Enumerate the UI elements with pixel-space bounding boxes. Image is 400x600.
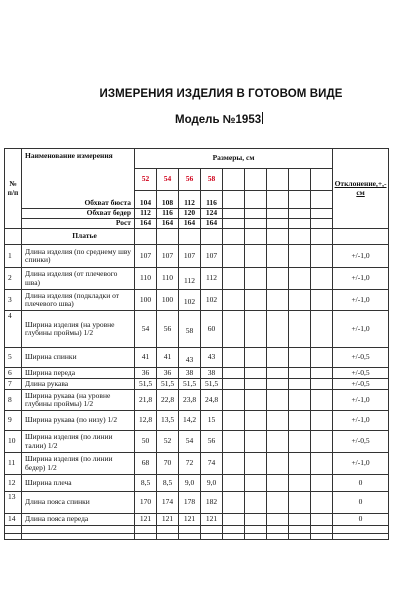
measurement-value: 107 bbox=[157, 245, 179, 268]
tolerance-value: 0 bbox=[333, 492, 389, 514]
measurement-value: 107 bbox=[135, 245, 157, 268]
basic-value: 164 bbox=[157, 219, 179, 229]
row-number: 1 bbox=[5, 245, 22, 268]
empty-cell bbox=[311, 311, 333, 348]
measurements-table bbox=[4, 148, 389, 540]
empty-cell bbox=[245, 492, 267, 514]
empty-cell bbox=[267, 368, 289, 379]
measurement-value: 121 bbox=[157, 514, 179, 526]
empty-cell bbox=[245, 245, 267, 268]
measurement-value: 100 bbox=[157, 290, 179, 311]
empty-cell bbox=[289, 534, 311, 540]
measurement-row bbox=[5, 431, 389, 453]
measurement-value: 72 bbox=[179, 453, 201, 475]
measurement-value: 51,5 bbox=[157, 379, 179, 390]
measurement-value: 50 bbox=[135, 431, 157, 453]
measurement-value: 8,5 bbox=[157, 475, 179, 492]
empty-cell bbox=[267, 514, 289, 526]
empty-cell bbox=[289, 514, 311, 526]
basic-value: 164 bbox=[135, 219, 157, 229]
sizes-row bbox=[5, 169, 389, 191]
basic-row-hips bbox=[5, 209, 389, 219]
empty-cell bbox=[311, 411, 333, 431]
measurement-value: 12,8 bbox=[135, 411, 157, 431]
measurement-value: 9,0 bbox=[179, 475, 201, 492]
tolerance-value: +/-0,5 bbox=[333, 379, 389, 390]
row-number: 6 bbox=[5, 368, 22, 379]
empty-cell bbox=[245, 453, 267, 475]
empty-cell bbox=[267, 268, 289, 290]
basic-row-bust bbox=[5, 191, 389, 209]
name-header-spacer bbox=[22, 169, 135, 191]
measurement-name: Ширина переда bbox=[22, 368, 135, 379]
empty-cell bbox=[311, 492, 333, 514]
empty-cell bbox=[245, 475, 267, 492]
empty-cell bbox=[289, 492, 311, 514]
empty-cell bbox=[311, 348, 333, 368]
empty-cell bbox=[223, 348, 245, 368]
empty-cell bbox=[311, 390, 333, 411]
row-number: 2 bbox=[5, 268, 22, 290]
model-number bbox=[175, 112, 263, 126]
empty-cell bbox=[267, 526, 289, 534]
row-number: 11 bbox=[5, 453, 22, 475]
num-header-text: № п/п bbox=[7, 179, 19, 197]
empty-cell bbox=[179, 526, 201, 534]
measurement-row bbox=[5, 514, 389, 526]
tolerance-value: +/-1,0 bbox=[333, 268, 389, 290]
empty-cell bbox=[289, 431, 311, 453]
empty-cell bbox=[223, 431, 245, 453]
empty-cell bbox=[267, 311, 289, 348]
empty-cell bbox=[289, 191, 311, 209]
empty-cell bbox=[267, 209, 289, 219]
empty-cell bbox=[311, 475, 333, 492]
measurement-value: 121 bbox=[179, 514, 201, 526]
empty-cell bbox=[223, 411, 245, 431]
name-header: Наименование измерения bbox=[22, 149, 135, 169]
basic-label: Рост bbox=[22, 219, 135, 229]
row-number: 7 bbox=[5, 379, 22, 390]
tolerance-value: 0 bbox=[333, 475, 389, 492]
measurement-value: 174 bbox=[157, 492, 179, 514]
empty-cell bbox=[245, 534, 267, 540]
row-number: 13 bbox=[5, 492, 22, 514]
measurement-value: 54 bbox=[179, 431, 201, 453]
empty-cell bbox=[289, 209, 311, 219]
empty-cell bbox=[267, 453, 289, 475]
empty-size-cell bbox=[223, 169, 245, 191]
empty-cell bbox=[311, 219, 333, 229]
empty-cell bbox=[22, 534, 135, 540]
empty-cell bbox=[5, 526, 22, 534]
empty-cell bbox=[245, 290, 267, 311]
empty-cell bbox=[267, 245, 289, 268]
measurement-name: Ширина спинки bbox=[22, 348, 135, 368]
empty-cell bbox=[245, 268, 267, 290]
blank-row bbox=[5, 534, 389, 540]
tolerance-value: 0 bbox=[333, 514, 389, 526]
measurement-value: 54 bbox=[135, 311, 157, 348]
text-cursor bbox=[262, 112, 263, 124]
basic-value: 112 bbox=[179, 191, 201, 209]
measurement-name: Ширина рукава (по низу) 1/2 bbox=[22, 411, 135, 431]
measurement-value: 102 bbox=[201, 290, 223, 311]
tolerance-value: +/-1,0 bbox=[333, 390, 389, 411]
tolerance-value: +/-0,5 bbox=[333, 368, 389, 379]
empty-cell bbox=[223, 368, 245, 379]
row-number: 10 bbox=[5, 431, 22, 453]
empty-cell bbox=[245, 390, 267, 411]
measurement-value: 14,2 bbox=[179, 411, 201, 431]
tolerance-header-text: Отклонение,+,-см bbox=[334, 178, 387, 197]
empty-cell bbox=[289, 453, 311, 475]
empty-cell bbox=[267, 379, 289, 390]
empty-cell bbox=[267, 431, 289, 453]
measurement-name: Ширина изделия (по линии бедер) 1/2 bbox=[22, 453, 135, 475]
measurement-value: 22,8 bbox=[157, 390, 179, 411]
size-56: 56 bbox=[179, 169, 201, 191]
empty-cell bbox=[267, 348, 289, 368]
measurement-row bbox=[5, 411, 389, 431]
section-label: Платье bbox=[22, 229, 135, 245]
empty-cell bbox=[311, 209, 333, 219]
row-number: 4 bbox=[5, 311, 22, 348]
measurement-value: 51,5 bbox=[179, 379, 201, 390]
measurement-name: Ширина плеча bbox=[22, 475, 135, 492]
document-title: ИЗМЕРЕНИЯ ИЗДЕЛИЯ В ГОТОВОМ ВИДЕ bbox=[99, 88, 343, 100]
empty-cell bbox=[289, 368, 311, 379]
measurement-row bbox=[5, 290, 389, 311]
empty-cell bbox=[267, 290, 289, 311]
measurement-value: 24,8 bbox=[201, 390, 223, 411]
empty-cell bbox=[245, 431, 267, 453]
empty-cell bbox=[223, 229, 245, 245]
measurement-value: 121 bbox=[135, 514, 157, 526]
measurement-value: 36 bbox=[135, 368, 157, 379]
row-number: 12 bbox=[5, 475, 22, 492]
empty-cell bbox=[245, 311, 267, 348]
basic-value: 120 bbox=[179, 209, 201, 219]
measurement-value: 60 bbox=[201, 311, 223, 348]
measurement-name: Ширина изделия (по линии талии) 1/2 bbox=[22, 431, 135, 453]
tolerance-value: +/-0,5 bbox=[333, 348, 389, 368]
measurement-name: Длина рукава bbox=[22, 379, 135, 390]
basic-value: 112 bbox=[135, 209, 157, 219]
measurement-value: 23,8 bbox=[179, 390, 201, 411]
empty-cell bbox=[311, 290, 333, 311]
empty-cell bbox=[311, 526, 333, 534]
measurement-value: 38 bbox=[179, 368, 201, 379]
basic-value: 108 bbox=[157, 191, 179, 209]
row-number: 8 bbox=[5, 390, 22, 411]
empty-cell bbox=[267, 492, 289, 514]
empty-cell bbox=[289, 245, 311, 268]
empty-cell bbox=[289, 290, 311, 311]
measurement-name: Длина пояса переда bbox=[22, 514, 135, 526]
measurement-value: 51,5 bbox=[201, 379, 223, 390]
measurement-value: 15 bbox=[201, 411, 223, 431]
basic-value: 164 bbox=[179, 219, 201, 229]
measurement-value: 8,5 bbox=[135, 475, 157, 492]
empty-cell bbox=[223, 475, 245, 492]
size-52: 52 bbox=[135, 169, 157, 191]
empty-cell bbox=[245, 526, 267, 534]
empty-cell bbox=[22, 526, 135, 534]
measurement-row bbox=[5, 311, 389, 348]
basic-label: Обхват бюста bbox=[22, 191, 135, 209]
empty-cell bbox=[267, 475, 289, 492]
measurement-value: 110 bbox=[157, 268, 179, 290]
row-number: 14 bbox=[5, 514, 22, 526]
measurement-value: 21,8 bbox=[135, 390, 157, 411]
empty-cell bbox=[179, 229, 201, 245]
measurement-row bbox=[5, 492, 389, 514]
empty-cell bbox=[201, 534, 223, 540]
basic-value: 104 bbox=[135, 191, 157, 209]
basic-value: 164 bbox=[201, 219, 223, 229]
measurement-value: 58 bbox=[179, 311, 201, 348]
empty-cell bbox=[267, 534, 289, 540]
measurement-value: 13,5 bbox=[157, 411, 179, 431]
measurement-value: 182 bbox=[201, 492, 223, 514]
measurement-value: 68 bbox=[135, 453, 157, 475]
empty-cell bbox=[245, 219, 267, 229]
basic-label: Обхват бедер bbox=[22, 209, 135, 219]
measurement-value: 41 bbox=[135, 348, 157, 368]
empty-cell bbox=[245, 368, 267, 379]
measurement-name: Длина изделия (от плечевого шва) bbox=[22, 268, 135, 290]
empty-size-cell bbox=[245, 169, 267, 191]
empty-cell bbox=[223, 390, 245, 411]
tolerance-value: +/-1,0 bbox=[333, 290, 389, 311]
empty-cell bbox=[245, 514, 267, 526]
measurement-value: 178 bbox=[179, 492, 201, 514]
empty-cell bbox=[135, 526, 157, 534]
tolerance-header bbox=[333, 149, 389, 229]
basic-value: 124 bbox=[201, 209, 223, 219]
sizes-header: Размеры, см bbox=[135, 149, 333, 169]
measurement-row bbox=[5, 475, 389, 492]
empty-cell bbox=[135, 229, 157, 245]
empty-cell bbox=[267, 411, 289, 431]
empty-cell bbox=[223, 268, 245, 290]
empty-cell bbox=[223, 534, 245, 540]
row-number: 9 bbox=[5, 411, 22, 431]
measurement-row bbox=[5, 390, 389, 411]
basic-value: 116 bbox=[157, 209, 179, 219]
table-body bbox=[5, 149, 389, 540]
measurement-value: 43 bbox=[179, 348, 201, 368]
empty-cell bbox=[157, 534, 179, 540]
section-num-cell bbox=[5, 229, 22, 245]
measurement-value: 107 bbox=[201, 245, 223, 268]
empty-cell bbox=[333, 534, 389, 540]
measurement-value: 43 bbox=[201, 348, 223, 368]
empty-cell bbox=[245, 348, 267, 368]
empty-size-cell bbox=[267, 169, 289, 191]
measurement-name: Длина изделия (по среднему шву спинки) bbox=[22, 245, 135, 268]
measurement-value: 9,0 bbox=[201, 475, 223, 492]
tolerance-value: +/-1,0 bbox=[333, 411, 389, 431]
empty-cell bbox=[157, 526, 179, 534]
measurement-value: 70 bbox=[157, 453, 179, 475]
empty-cell bbox=[289, 229, 311, 245]
empty-cell bbox=[311, 191, 333, 209]
empty-cell bbox=[223, 514, 245, 526]
empty-cell bbox=[289, 219, 311, 229]
empty-cell bbox=[311, 368, 333, 379]
tolerance-value: +/-0,5 bbox=[333, 431, 389, 453]
empty-cell bbox=[245, 411, 267, 431]
measurement-row bbox=[5, 348, 389, 368]
measurement-value: 170 bbox=[135, 492, 157, 514]
empty-cell bbox=[311, 268, 333, 290]
tolerance-value: +/-1,0 bbox=[333, 245, 389, 268]
section-row bbox=[5, 229, 389, 245]
measurement-value: 41 bbox=[157, 348, 179, 368]
empty-cell bbox=[289, 379, 311, 390]
measurement-value: 51,5 bbox=[135, 379, 157, 390]
row-number: 3 bbox=[5, 290, 22, 311]
empty-cell bbox=[223, 453, 245, 475]
empty-cell bbox=[223, 492, 245, 514]
empty-cell bbox=[245, 209, 267, 219]
empty-cell bbox=[267, 219, 289, 229]
basic-row-height bbox=[5, 219, 389, 229]
empty-cell bbox=[157, 229, 179, 245]
empty-cell bbox=[311, 379, 333, 390]
empty-cell bbox=[223, 245, 245, 268]
measurement-value: 112 bbox=[201, 268, 223, 290]
measurement-name: Длина пояса спинки bbox=[22, 492, 135, 514]
empty-cell bbox=[311, 534, 333, 540]
empty-cell bbox=[245, 379, 267, 390]
empty-cell bbox=[289, 411, 311, 431]
row-number: 5 bbox=[5, 348, 22, 368]
measurement-value: 110 bbox=[135, 268, 157, 290]
empty-cell bbox=[311, 245, 333, 268]
num-header bbox=[5, 149, 22, 229]
empty-cell bbox=[223, 219, 245, 229]
model-number-text: Модель №1953 bbox=[175, 114, 262, 126]
empty-cell bbox=[179, 534, 201, 540]
empty-size-cell bbox=[311, 169, 333, 191]
empty-cell bbox=[245, 229, 267, 245]
empty-cell bbox=[289, 475, 311, 492]
size-54: 54 bbox=[157, 169, 179, 191]
empty-cell bbox=[267, 390, 289, 411]
measurement-name: Длина изделия (подкладки от плечевого шва) bbox=[22, 290, 135, 311]
empty-cell bbox=[135, 534, 157, 540]
measurement-value: 107 bbox=[179, 245, 201, 268]
measurement-value: 56 bbox=[201, 431, 223, 453]
measurement-value: 38 bbox=[201, 368, 223, 379]
empty-cell bbox=[223, 311, 245, 348]
measurement-value: 36 bbox=[157, 368, 179, 379]
empty-cell bbox=[289, 348, 311, 368]
measurement-value: 52 bbox=[157, 431, 179, 453]
empty-cell bbox=[5, 534, 22, 540]
empty-cell bbox=[223, 379, 245, 390]
empty-cell bbox=[201, 229, 223, 245]
size-58: 58 bbox=[201, 169, 223, 191]
empty-cell bbox=[289, 526, 311, 534]
measurement-row bbox=[5, 268, 389, 290]
empty-cell bbox=[267, 191, 289, 209]
measurement-value: 102 bbox=[179, 290, 201, 311]
empty-cell bbox=[311, 229, 333, 245]
measurement-row bbox=[5, 379, 389, 390]
empty-cell bbox=[223, 209, 245, 219]
measurement-row bbox=[5, 368, 389, 379]
measurement-value: 112 bbox=[179, 268, 201, 290]
empty-cell bbox=[201, 526, 223, 534]
empty-cell bbox=[223, 191, 245, 209]
measurement-name: Ширина рукава (на уровне глубины проймы) 1/2 bbox=[22, 390, 135, 411]
header-row bbox=[5, 149, 389, 169]
empty-cell bbox=[311, 453, 333, 475]
measurement-row bbox=[5, 245, 389, 268]
empty-cell bbox=[289, 268, 311, 290]
empty-cell bbox=[311, 514, 333, 526]
measurement-row bbox=[5, 453, 389, 475]
empty-cell bbox=[333, 229, 389, 245]
tolerance-value: +/-1,0 bbox=[333, 453, 389, 475]
empty-cell bbox=[333, 526, 389, 534]
measurement-value: 121 bbox=[201, 514, 223, 526]
measurement-value: 74 bbox=[201, 453, 223, 475]
empty-cell bbox=[223, 526, 245, 534]
tolerance-value: +/-1,0 bbox=[333, 311, 389, 348]
empty-cell bbox=[267, 229, 289, 245]
measurement-value: 100 bbox=[135, 290, 157, 311]
empty-cell bbox=[289, 390, 311, 411]
basic-value: 116 bbox=[201, 191, 223, 209]
measurement-value: 56 bbox=[157, 311, 179, 348]
empty-size-cell bbox=[289, 169, 311, 191]
empty-cell bbox=[223, 290, 245, 311]
empty-cell bbox=[245, 191, 267, 209]
blank-row bbox=[5, 526, 389, 534]
empty-cell bbox=[311, 431, 333, 453]
measurement-name: Ширина изделия (на уровне глубины проймы) 1/2 bbox=[22, 311, 135, 348]
empty-cell bbox=[289, 311, 311, 348]
